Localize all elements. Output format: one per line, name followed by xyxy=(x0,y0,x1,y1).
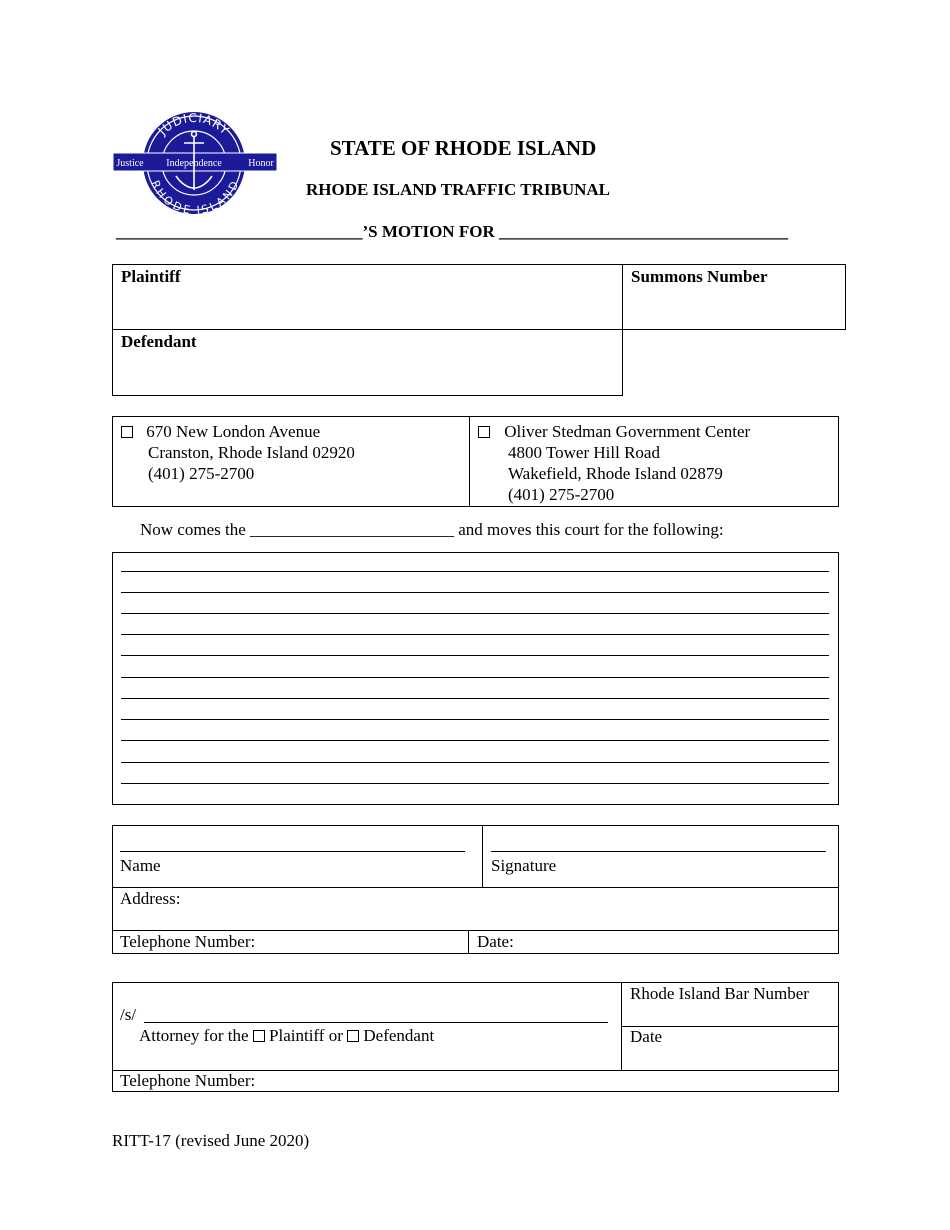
cranston-line1: 670 New London Avenue xyxy=(146,422,321,441)
form-id: RITT-17 (revised June 2020) xyxy=(112,1131,310,1150)
seal-arc-top: JUDICIARY xyxy=(155,110,233,138)
motion-subject-blank[interactable]: __________________________________ xyxy=(498,222,788,241)
motion-line[interactable] xyxy=(121,677,829,678)
name-input-line[interactable] xyxy=(120,851,465,852)
defendant-label: Defendant xyxy=(121,332,197,351)
motion-title-label: ’S MOTION FOR xyxy=(362,222,495,241)
tribunal-title: RHODE ISLAND TRAFFIC TRIBUNAL xyxy=(306,180,611,199)
motion-line[interactable] xyxy=(121,592,829,593)
now-comes-party-blank[interactable]: ________________________ xyxy=(250,520,455,539)
attorney-date-label: Date xyxy=(630,1027,663,1046)
motion-line[interactable] xyxy=(121,783,829,784)
name-signature-divider xyxy=(482,825,483,887)
signature-label: Signature xyxy=(491,856,557,875)
attorney-sig-prefix: /s/ xyxy=(120,1005,137,1024)
signature-input-line[interactable] xyxy=(491,851,826,852)
summons-number-cell[interactable] xyxy=(622,264,846,330)
bar-number-label: Rhode Island Bar Number xyxy=(630,984,809,1003)
motion-body-box[interactable] xyxy=(112,552,839,805)
summons-number-label: Summons Number xyxy=(631,267,768,286)
telephone-label: Telephone Number: xyxy=(120,932,256,951)
cranston-line2: Cranston, Rhode Island 02920 xyxy=(148,443,355,462)
now-comes-suffix: and moves this court for the following: xyxy=(458,520,724,539)
motion-title xyxy=(116,222,788,242)
motion-party-blank[interactable]: _____________________________ xyxy=(116,222,363,241)
attorney-for-row xyxy=(139,1026,434,1046)
now-comes-prefix: Now comes the xyxy=(140,520,246,539)
motion-line[interactable] xyxy=(121,762,829,763)
attorney-plaintiff-label: Plaintiff xyxy=(269,1026,325,1045)
defendant-cell[interactable] xyxy=(112,329,623,396)
plaintiff-label: Plaintiff xyxy=(121,267,181,286)
seal-band-left: Justice xyxy=(116,158,144,169)
wakefield-line3: Wakefield, Rhode Island 02879 xyxy=(508,464,723,483)
tel-date-divider xyxy=(468,930,469,954)
motion-line[interactable] xyxy=(121,698,829,699)
attorney-for-label: Attorney for the xyxy=(139,1026,249,1045)
locations-divider xyxy=(469,416,470,507)
attorney-signature-line[interactable] xyxy=(144,1022,608,1023)
cranston-checkbox[interactable] xyxy=(121,426,133,438)
date-label: Date: xyxy=(477,932,514,951)
motion-line[interactable] xyxy=(121,655,829,656)
seal-band-center: Independence xyxy=(166,158,222,169)
attorney-defendant-label: Defendant xyxy=(363,1026,435,1045)
wakefield-line4: (401) 275-2700 xyxy=(508,485,615,504)
sig-row-divider-2 xyxy=(112,930,839,931)
plaintiff-cell[interactable] xyxy=(112,264,623,330)
motion-line[interactable] xyxy=(121,634,829,635)
sig-row-divider-1 xyxy=(112,887,839,888)
wakefield-line2: 4800 Tower Hill Road xyxy=(508,443,660,462)
location-wakefield xyxy=(478,421,750,505)
cranston-line3: (401) 275-2700 xyxy=(148,464,255,483)
location-cranston xyxy=(121,421,355,484)
attorney-or-label: or xyxy=(328,1026,343,1045)
attorney-telephone-label: Telephone Number: xyxy=(120,1071,256,1090)
motion-line[interactable] xyxy=(121,613,829,614)
name-label: Name xyxy=(120,856,161,875)
attorney-plaintiff-checkbox[interactable] xyxy=(253,1030,265,1042)
state-title: STATE OF RHODE ISLAND xyxy=(330,136,597,160)
attorney-defendant-checkbox[interactable] xyxy=(347,1030,359,1042)
wakefield-checkbox[interactable] xyxy=(478,426,490,438)
address-label: Address: xyxy=(120,889,181,908)
now-comes-sentence xyxy=(140,520,724,540)
seal-graphic xyxy=(113,110,277,216)
seal-band-right: Honor xyxy=(248,158,274,169)
seal-arc-bottom: RHODE ISLAND xyxy=(148,178,242,216)
judiciary-seal xyxy=(113,110,277,216)
motion-line[interactable] xyxy=(121,719,829,720)
motion-line[interactable] xyxy=(121,571,829,572)
motion-line[interactable] xyxy=(121,740,829,741)
wakefield-line1: Oliver Stedman Government Center xyxy=(504,422,751,441)
